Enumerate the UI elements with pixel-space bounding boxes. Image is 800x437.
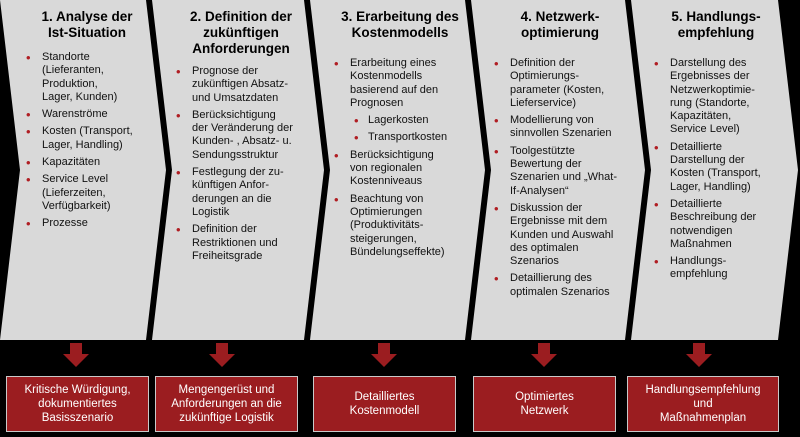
phase-items [172, 65, 310, 263]
list-item: • Prognose der zukünftigen Absatz- und Umsatzdaten [172, 65, 310, 105]
list-item: • Standorte (Lieferanten, Produktion, Lager, Kunden) [22, 51, 152, 104]
phase-1 [22, 0, 152, 340]
list-item: • Detaillierte Darstellung der Kosten (Transport, Lager, Handling) [650, 141, 782, 194]
result-box-phase-1: Kritische Würdigung, dokumentiertes Basisszenario [6, 376, 149, 432]
phase-title: 3. Erarbeitung des Kostenmodells [341, 9, 459, 40]
list-item: • Erarbeitung eines Kostenmodells basierend auf den Prognosen [330, 57, 470, 110]
result-box-phase-4: Optimiertes Netzwerk [473, 376, 616, 432]
arrow-down-icon [209, 343, 235, 367]
arrow-down-icon [686, 343, 712, 367]
phase-items [650, 57, 782, 282]
list-item: • Detaillierung des optimalen Szenarios [490, 272, 630, 299]
phase-items [22, 51, 152, 231]
list-item: • Definition der Optimierungs- parameter (Kosten, Lieferservice) [490, 57, 630, 110]
list-item: • Darstellung des Ergebnisses der Netzwerkoptimie- rung (Standorte, Kapazitäten, Service Level) [650, 57, 782, 137]
list-item: • Berücksichtigung der Veränderung der Kunden- , Absatz- u. Sendungsstruktur [172, 109, 310, 162]
list-item: • Beachtung von Optimierungen (Produktivitäts- steigerungen, Bündelungseffekte) [330, 193, 470, 259]
list-item: • Definition der Restriktionen und Freiheitsgrade [172, 223, 310, 263]
list-item: • Transportkosten [330, 131, 470, 144]
result-box-phase-5: Handlungsempfehlung und Maßnahmenplan [627, 376, 779, 432]
list-item: • Modellierung von sinnvollen Szenarien [490, 114, 630, 141]
phase-items [330, 57, 470, 259]
list-item: • Detaillierte Beschreibung der notwendigen Maßnahmen [650, 198, 782, 251]
phase-3 [330, 0, 470, 340]
phase-4 [490, 0, 630, 340]
phase-title: 5. Handlungs- empfehlung [671, 9, 761, 40]
result-box-phase-3: Detailliertes Kostenmodell [313, 376, 456, 432]
phase-5 [650, 0, 782, 340]
list-item: • Lagerkosten [330, 114, 470, 127]
arrow-down-icon [531, 343, 557, 367]
phase-title: 4. Netzwerk- optimierung [520, 9, 600, 40]
list-item: • Diskussion der Ergebnisse mit dem Kunden und Auswahl des optimalen Szenarios [490, 202, 630, 268]
result-box-phase-2: Mengengerüst und Anforderungen an die zukünftige Logistik [155, 376, 298, 432]
list-item: • Toolgestützte Bewertung der Szenarien und „What- If-Analysen“ [490, 145, 630, 198]
list-item: • Service Level (Lieferzeiten, Verfügbarkeit) [22, 173, 152, 213]
arrow-down-icon [371, 343, 397, 367]
list-item: • Berücksichtigung von regionalen Kostenniveaus [330, 149, 470, 189]
phase-title: 1. Analyse der Ist-Situation [41, 9, 133, 40]
list-item: • Warenströme [22, 108, 152, 121]
phase-2 [172, 0, 310, 340]
arrow-down-icon [63, 343, 89, 367]
list-item: • Kapazitäten [22, 156, 152, 169]
phase-items [490, 57, 630, 299]
list-item: • Prozesse [22, 217, 152, 230]
phase-title: 2. Definition der zukünftigen Anforderungen [189, 9, 292, 56]
list-item: • Kosten (Transport, Lager, Handling) [22, 125, 152, 152]
list-item: • Festlegung der zu- künftigen Anfor- derungen an die Logistik [172, 166, 310, 219]
list-item: • Handlungs- empfehlung [650, 255, 782, 282]
